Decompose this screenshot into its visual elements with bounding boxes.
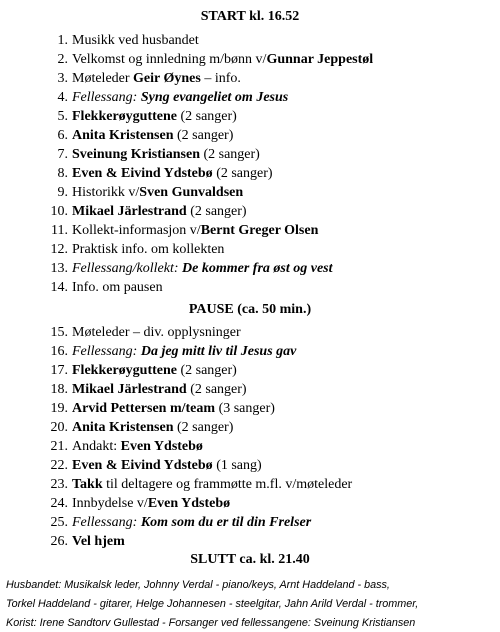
item-number: 4. [57,90,68,105]
item-text-part: Even & Eivind Ydstebø [72,166,213,181]
program-item [0,202,247,221]
item-text-part: Even & Eivind Ydstebø [72,458,213,473]
item-text-part: Flekkerøyguttene [72,109,177,124]
item-text-part: (1 sang) [212,458,262,473]
item-number: 17. [50,363,68,378]
item-text-part: Kom som du er til din Frelser [140,515,312,530]
item-text-part: (2 sanger) [176,363,237,378]
program-item [0,418,233,437]
item-text [72,280,163,295]
program-item [0,259,333,278]
item-text [72,534,125,549]
item-number: 15. [50,325,68,340]
item-text-part: Musikk ved husbandet [72,33,199,48]
program-item [0,475,352,494]
item-text [72,477,352,492]
program-item [0,107,237,126]
item-text-part: Even Ydstebø [147,496,231,511]
item-number: 8. [57,166,68,181]
item-text [72,420,233,435]
item-text-part: Innbydelse v/ [72,496,148,511]
item-text-part: Sveinung Kristiansen [72,147,200,162]
item-text [72,166,273,181]
item-text-part: Møteleder [72,71,134,86]
item-text [72,496,230,511]
item-text-part: (3 sanger) [215,401,275,416]
item-text-part: Gunnar Jeppestøl [266,52,374,67]
item-text [72,382,247,397]
item-text-part: Velkomst og innledning m/bønn v/ [72,52,267,67]
item-text [72,439,203,454]
end-heading: SLUTT ca. kl. 21.40 [190,552,310,567]
item-number: 5. [57,109,68,124]
item-text-part: Mikael Järlestrand [72,204,187,219]
program-item [0,532,125,551]
item-number: 20. [50,420,68,435]
item-text-part: Even Ydstebø [120,439,203,454]
item-text-part: Historikk v/ [72,185,140,200]
item-number: 2. [57,52,68,67]
item-text-part: Bernt Greger Olsen [200,223,319,238]
program-item [0,69,241,88]
item-number: 11. [51,223,68,238]
item-text [72,261,333,276]
item-text [72,185,243,200]
footer-line: Torkel Haddeland - gitarer, Helge Johannesen - steelgitar, Jahn Arild Verdal - trommer, [6,598,419,610]
item-text-part: Mikael Järlestrand [72,382,187,397]
item-number: 21. [50,439,68,454]
item-text [72,90,288,105]
program-item [0,361,237,380]
item-number: 9. [57,185,68,200]
item-text [72,325,241,340]
item-number: 22. [50,458,68,473]
program-item [0,126,233,145]
program-item [0,221,318,240]
program-item [0,240,224,259]
item-number: 16. [50,344,68,359]
item-text-part: Fellessang/kollekt: [72,261,183,276]
item-number: 10. [50,204,68,219]
item-text-part: Flekkerøyguttene [72,363,177,378]
item-number: 12. [50,242,68,257]
item-text-part: Vel hjem [72,534,125,549]
item-number: 6. [57,128,68,143]
item-text-part: Info. om pausen [72,280,163,295]
item-number: 13. [50,261,68,276]
program-item [0,494,230,513]
item-text-part: (2 sanger) [186,382,247,397]
item-text-part: Fellessang: [72,344,141,359]
item-text [72,128,233,143]
program-item [0,88,288,107]
item-number: 18. [50,382,68,397]
program-item [0,145,260,164]
item-text [72,458,262,473]
item-number: 24. [50,496,68,511]
item-number: 14. [50,280,68,295]
item-text [72,363,237,378]
item-number: 25. [50,515,68,530]
item-text-part: (2 sanger) [212,166,273,181]
program-item [0,31,199,50]
item-number: 23. [50,477,68,492]
item-text-part: Da jeg mitt liv til Jesus gav [140,344,297,359]
program-item [0,380,247,399]
program-item [0,399,275,418]
item-text-part: (2 sanger) [173,128,234,143]
program-item [0,50,373,69]
item-text [72,401,275,416]
program-item [0,183,243,202]
item-text-part: Arvid Pettersen m/team [72,401,216,416]
item-text [72,223,318,238]
item-text-part: Geir Øynes [133,71,201,86]
program-item [0,278,163,297]
footer-line: Husbandet: Musikalsk leder, Johnny Verdal - piano/keys, Arnt Haddeland - bass, [6,579,390,591]
start-heading: START kl. 16.52 [200,9,300,24]
item-text [72,33,199,48]
item-number: 7. [57,147,68,162]
item-number: 19. [50,401,68,416]
item-text [72,147,260,162]
item-text-part: (2 sanger) [176,109,237,124]
item-text-part: Praktisk info. om kollekten [72,242,225,257]
item-text [72,52,373,67]
item-text-part: til deltagere og frammøtte m.fl. v/møteleder [102,477,353,492]
pause-heading: PAUSE (ca. 50 min.) [188,302,312,317]
item-number: 3. [57,71,68,86]
item-text-part: (2 sanger) [199,147,260,162]
item-text-part: Møteleder – div. opplysninger [72,325,241,340]
item-number: 1. [57,33,68,48]
item-text-part: Andakt: [72,439,121,454]
item-text-part: Fellessang: [72,90,141,105]
item-text-part: Syng evangeliet om Jesus [140,90,289,105]
item-text [72,344,296,359]
program-item [0,164,273,183]
item-text-part: Sven Gunvaldsen [139,185,244,200]
item-text-part: Anita Kristensen [72,128,174,143]
item-number: 26. [50,534,68,549]
item-text [72,71,241,86]
item-text-part: Anita Kristensen [72,420,174,435]
item-text-part: (2 sanger) [173,420,234,435]
program-item [0,342,296,361]
item-text-part: Fellessang: [72,515,141,530]
item-text-part: Kollekt-informasjon v/ [72,223,201,238]
program-item [0,513,311,532]
item-text [72,242,224,257]
item-text-part: (2 sanger) [186,204,247,219]
item-text [72,109,237,124]
item-text [72,204,247,219]
program-item [0,323,241,342]
item-text-part: Takk [72,477,103,492]
footer-line: Korist: Irene Sandtorv Gullestad - Forsanger ved fellessangene: Sveinung Kristiansen [6,617,416,629]
program-item [0,456,262,475]
item-text-part: De kommer fra øst og vest [182,261,333,276]
item-text [72,515,311,530]
program-item [0,437,203,456]
item-text-part: – info. [200,71,241,86]
